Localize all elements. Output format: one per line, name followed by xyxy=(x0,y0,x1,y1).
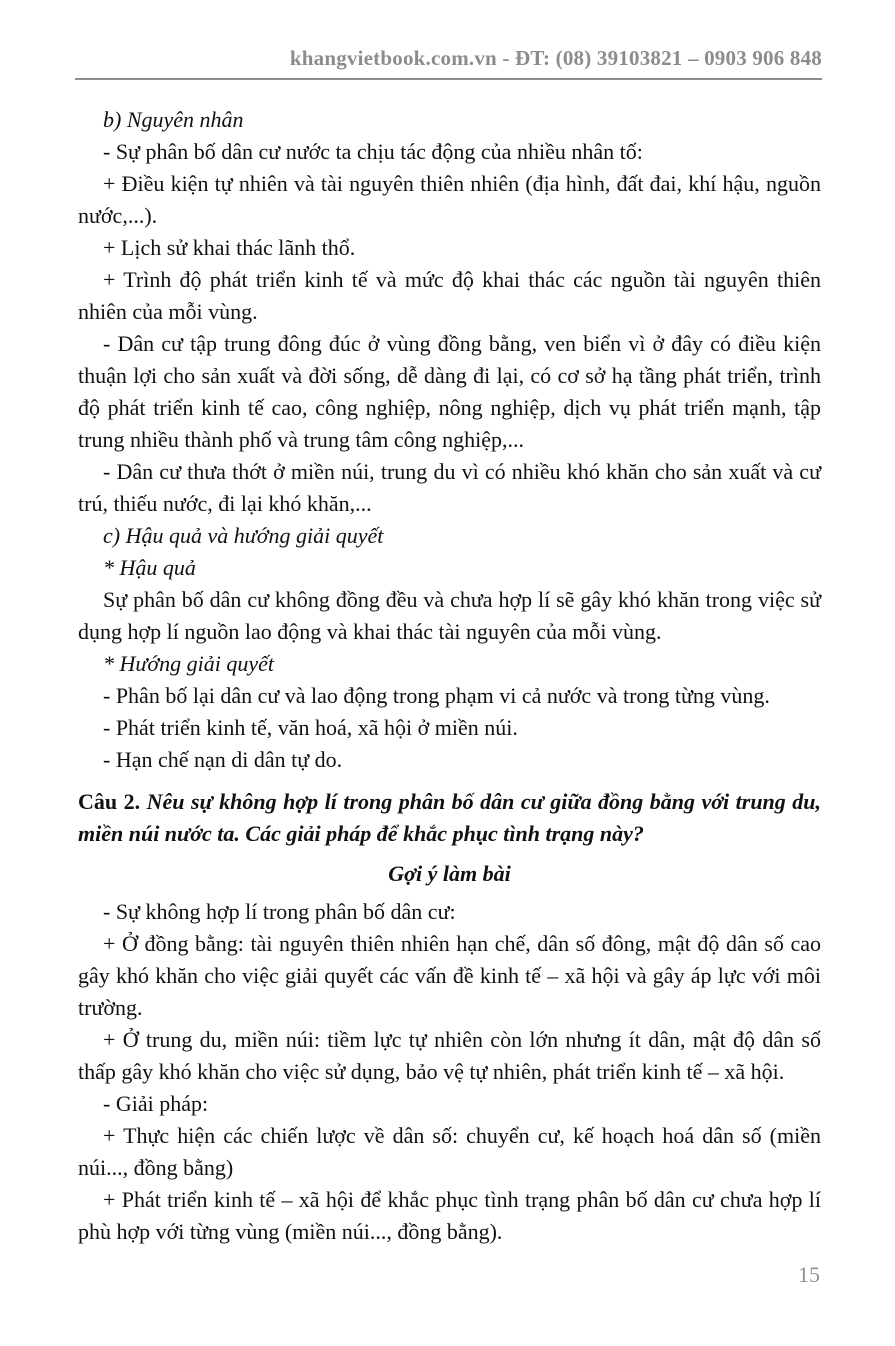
document-body xyxy=(78,104,821,1248)
subheading: c) Hậu quả và hướng giải quyết xyxy=(103,523,384,548)
subheading: b) Nguyên nhân xyxy=(103,107,244,132)
paragraph: - Hạn chế nạn di dân tự do. xyxy=(103,747,343,772)
question-text: Nêu sự không hợp lí trong phân bố dân cư giữa đồng bằng với trung du, miền núi nước ta. Các giải pháp để khắc phục tình trạng này? xyxy=(78,789,822,846)
paragraph: - Sự phân bố dân cư nước ta chịu tác động của nhiều nhân tố: xyxy=(103,139,643,164)
subheading: * Hướng giải quyết xyxy=(103,651,274,676)
paragraph: - Phát triển kinh tế, văn hoá, xã hội ở miền núi. xyxy=(103,715,518,740)
paragraph: Sự phân bố dân cư không đồng đều và chưa hợp lí sẽ gây khó khăn trong việc sử dụng hợp lí nguồn lao động và khai thác tài nguyên của mỗi vùng. xyxy=(78,587,821,644)
paragraph: + Ở đồng bằng: tài nguyên thiên nhiên hạn chế, dân số đông, mật độ dân số cao gây khó khăn cho việc giải quyết các vấn đề kinh tế – xã hội và gây áp lực với môi trường. xyxy=(78,931,821,1020)
section-heading: Gợi ý làm bài xyxy=(388,861,511,886)
paragraph: - Phân bố lại dân cư và lao động trong phạm vi cả nước và trong từng vùng. xyxy=(103,683,770,708)
paragraph: + Điều kiện tự nhiên và tài nguyên thiên nhiên (địa hình, đất đai, khí hậu, nguồn nước,...). xyxy=(78,171,821,228)
paragraph: + Trình độ phát triển kinh tế và mức độ khai thác các nguồn tài nguyên thiên nhiên của mỗi vùng. xyxy=(78,267,821,324)
paragraph: - Dân cư thưa thớt ở miền núi, trung du vì có nhiều khó khăn cho sản xuất và cư trú, thiếu nước, đi lại khó khăn,... xyxy=(78,459,821,516)
question-label: Câu 2. xyxy=(78,789,141,814)
subheading: * Hậu quả xyxy=(103,555,196,580)
page-number: 15 xyxy=(798,1262,820,1287)
paragraph: + Lịch sử khai thác lãnh thổ. xyxy=(103,235,356,260)
paragraph: + Ở trung du, miền núi: tiềm lực tự nhiên còn lớn nhưng ít dân, mật độ dân số thấp gây khó khăn cho việc sử dụng, bảo vệ tự nhiên, phát triển kinh tế – xã hội. xyxy=(78,1027,821,1084)
paragraph: + Thực hiện các chiến lược về dân số: chuyển cư, kế hoạch hoá dân số (miền núi..., đồng bằng) xyxy=(78,1123,821,1180)
paragraph: + Phát triển kinh tế – xã hội để khắc phục tình trạng phân bố dân cư chưa hợp lí phù hợp với từng vùng (miền núi..., đồng bằng). xyxy=(78,1187,821,1244)
paragraph: - Dân cư tập trung đông đúc ở vùng đồng bằng, ven biển vì ở đây có điều kiện thuận lợi cho sản xuất và đời sống, dễ dàng đi lại, có cơ sở hạ tầng phát triển, trình độ phát triển kinh tế cao, công nghiệp, nông nghiệp, dịch vụ phát triển mạnh, tập trung nhiều thành phố và trung tâm công nghiệp,... xyxy=(78,331,821,452)
paragraph: - Sự không hợp lí trong phân bố dân cư: xyxy=(103,899,456,924)
paragraph: - Giải pháp: xyxy=(103,1091,209,1116)
question-paragraph xyxy=(78,786,821,850)
page-header: khangvietbook.com.vn - ĐT: (08) 39103821 – 0903 906 848 xyxy=(75,46,822,80)
